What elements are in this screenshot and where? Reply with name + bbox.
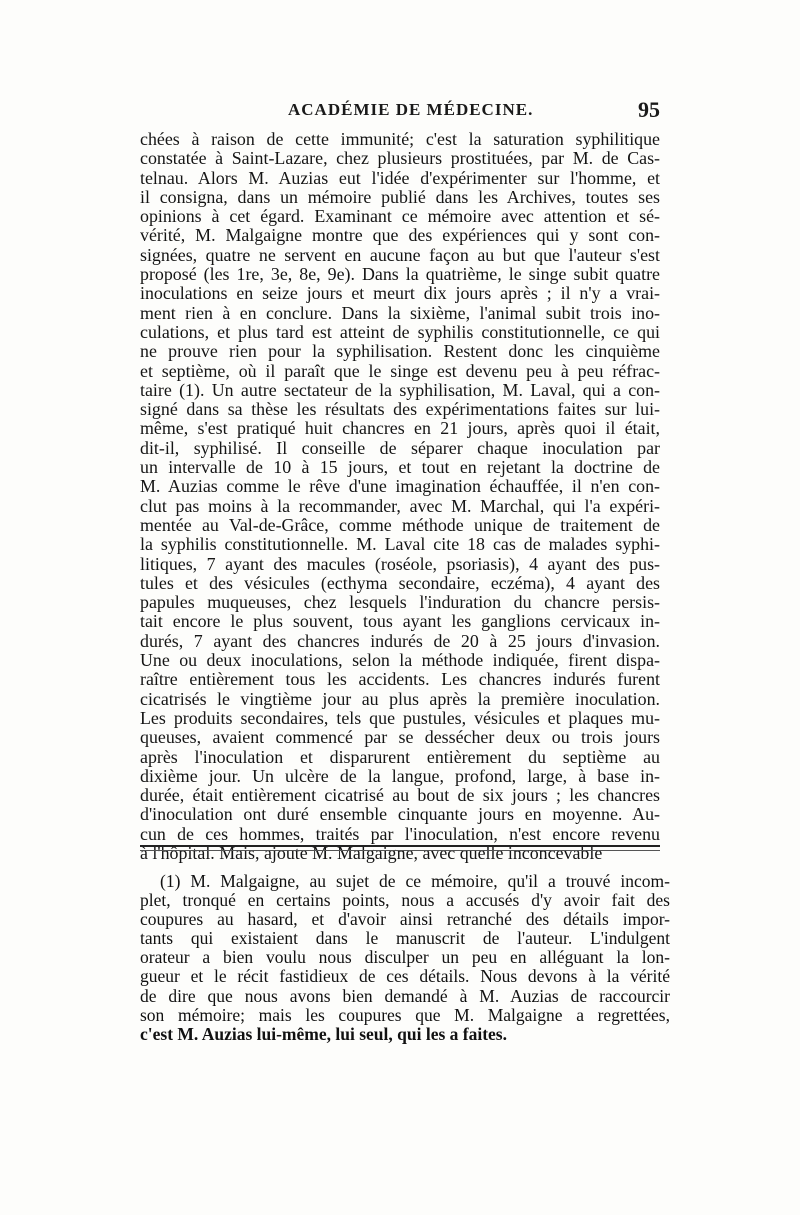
body-line: Les produits secondaires, tels que pustules, vésicules et plaques mu- [140, 708, 660, 728]
body-line: tules et des vésicules (ecthyma secondaire, eczéma), 4 ayant des [140, 573, 660, 593]
body-line: M. Auzias comme le rêve d'une imagination échauffée, il n'en con- [140, 477, 660, 497]
footnote-line: gueur et le récit fastidieux de ces détails. Nous devons à la vérité [140, 967, 670, 987]
body-line: ment rien à en conclure. Dans la sixième, l'animal subit trois ino- [140, 303, 660, 323]
footnote-rule-thin [140, 850, 660, 851]
body-line: dixième jour. Un ulcère de la langue, profond, large, à base in- [140, 766, 660, 786]
footnote-line: c'est M. Auzias lui-même, lui seul, qui les a faites. [140, 1024, 507, 1044]
body-line: constatée à Saint-Lazare, chez plusieurs prostituées, par M. de Cas- [140, 149, 660, 169]
body-line: d'inoculation ont duré ensemble cinquante jours en moyenne. Au- [140, 805, 660, 825]
footnote-line: plet, tronqué en certains points, nous a accusés d'y avoir fait des [140, 891, 670, 911]
body-line: ne prouve rien pour la syphilisation. Restent donc les cinquième [140, 342, 660, 362]
page-number: 95 [638, 97, 660, 122]
footnote-line: orateur a bien voulu nous disculper un peu en alléguant la lon- [140, 948, 670, 968]
body-line: litiques, 7 ayant des macules (roséole, psoriasis), 4 ayant des pus- [140, 554, 660, 574]
body-line: durée, était entièrement cicatrisé au bout de six jours ; les chancres [140, 786, 660, 806]
body-line: à l'hôpital. Mais, ajoute M. Malgaigne, avec quelle inconcevable [140, 843, 603, 863]
footnote-line: coupures au hasard, et d'avoir ainsi retranché des détails impor- [140, 910, 670, 930]
page-header [140, 97, 660, 126]
body-line: même, s'est pratiqué huit chancres en 21 jours, après quoi il était, [140, 419, 660, 439]
body-line: cun de ces hommes, traités par l'inoculation, n'est encore revenu [140, 824, 660, 844]
body-line: il consigna, dans un mémoire publié dans les Archives, toutes ses [140, 187, 660, 207]
footnote-line: son mémoire; mais les coupures que M. Malgaigne a regrettées, [140, 1005, 670, 1025]
footnote-line: (1) M. Malgaigne, au sujet de ce mémoire, qu'il a trouvé incom- [160, 872, 670, 891]
body-line: queuses, avaient commencé par se dessécher deux ou trois jours [140, 728, 660, 748]
body-line: signées, quatre ne servent en aucune façon au but que l'auteur s'est [140, 245, 660, 265]
body-line: cicatrisés le vingtième jour au plus après la première inoculation. [140, 689, 660, 709]
body-text [140, 130, 660, 863]
body-line: après l'inoculation et disparurent entièrement du septième au [140, 747, 660, 767]
body-line: inoculations en seize jours et meurt dix jours après ; il n'y a vrai- [140, 284, 660, 304]
body-line: culations, et plus tard est atteint de syphilis constitutionnelle, ce qui [140, 322, 660, 342]
body-line: tait encore le plus souvent, tous ayant les ganglions cervicaux in- [140, 612, 660, 632]
body-line: raître entièrement tous les accidents. Les chancres indurés furent [140, 670, 660, 690]
body-line: dit-il, syphilisé. Il conseille de séparer chaque inoculation par [140, 438, 660, 458]
body-line: chées à raison de cette immunité; c'est la saturation syphilitique [140, 130, 660, 149]
footnote-line: de dire que nous avons bien demandé à M. Auzias de raccourcir [140, 986, 670, 1006]
body-line: papules muqueuses, chez lesquels l'induration du chancre persis- [140, 593, 660, 613]
body-line: telnau. Alors M. Auzias eut l'idée d'expérimenter sur l'homme, et [140, 168, 660, 188]
body-line: mentée au Val-de-Grâce, comme méthode unique de traitement de [140, 515, 660, 535]
body-line: la syphilis constitutionnelle. M. Laval cite 18 cas de malades syphi- [140, 535, 660, 555]
body-line: vérité, M. Malgaigne montre que des expériences qui y sont con- [140, 226, 660, 246]
body-line: un intervalle de 10 à 15 jours, et tout en rejetant la doctrine de [140, 458, 660, 478]
footnote-rule [140, 845, 660, 847]
body-line: opinions à cet égard. Examinant ce mémoire avec attention et sé- [140, 207, 660, 227]
running-title: ACADÉMIE DE MÉDECINE. [288, 100, 534, 119]
footnote [140, 872, 670, 1044]
body-line: signé dans sa thèse les résultats des expérimentations faites sur lui- [140, 400, 660, 420]
body-line: Une ou deux inoculations, selon la méthode indiquée, firent dispa- [140, 651, 660, 671]
body-line: clut pas moins à la recommander, avec M. Marchal, qui l'a expéri- [140, 496, 660, 516]
body-line: et septième, où il paraît que le singe est devenu peu à peu réfrac- [140, 361, 660, 381]
footnote-line: tants qui existaient dans le manuscrit de l'auteur. L'indulgent [140, 929, 670, 949]
body-line: durés, 7 ayant des chancres indurés de 20 à 25 jours d'invasion. [140, 631, 660, 651]
body-line: proposé (les 1re, 3e, 8e, 9e). Dans la quatrième, le singe subit quatre [140, 265, 660, 285]
body-line: taire (1). Un autre sectateur de la syphilisation, M. Laval, qui a con- [140, 380, 660, 400]
